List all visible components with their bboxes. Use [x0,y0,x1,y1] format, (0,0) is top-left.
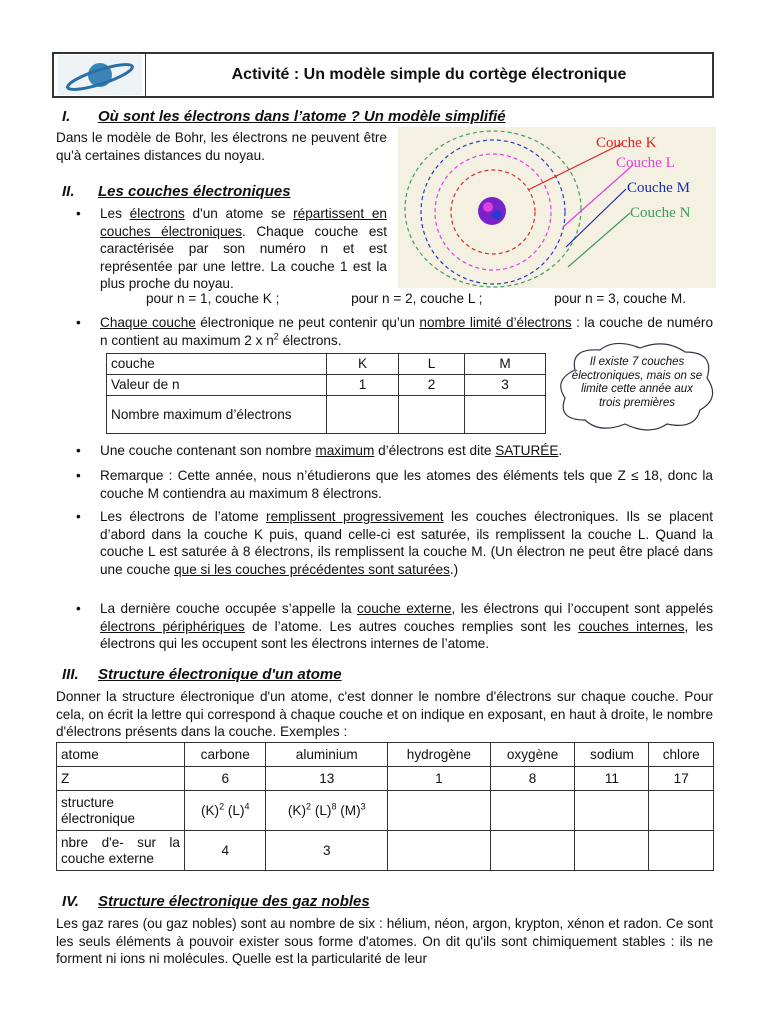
z-cell: 1 [388,767,491,791]
text-segment: La dernière couche occupée s’appelle la [100,601,357,616]
text-segment: , les électrons qui l’occupent sont appelés [451,601,714,616]
z-cell: 17 [649,767,714,791]
text-segment: 2 [273,331,279,342]
z-cell: 6 [185,767,266,791]
underlined-text: couches internes [578,618,685,634]
text-segment: d’électrons est dite [374,443,496,458]
label-couche-l: Couche L [616,155,675,171]
section-2-heading: II. Les couches électroniques [62,183,291,200]
shell-letters [146,290,686,308]
label-couche-n: Couche N [630,205,691,221]
external-count-cell [575,831,649,871]
external-count-cell [490,831,575,871]
pour-n3: pour n = 3, couche M. [554,291,686,306]
external-count-cell [388,831,491,871]
structure-cell [490,791,575,831]
underlined-text: électrons [129,206,185,221]
label-couche-k: Couche K [596,135,657,151]
text-segment: les couches électroniques. Ils se placent d’abord dans la couche K puis, quand celle-ci est saturée, ils remplissent la couche L. Quand la couche L est saturée à 8 électrons, ils remplissent la couche M. (Un électron ne peut être placé dans une couche [100,509,714,577]
header-cell: carbone [185,743,266,767]
shells-table: couche K L M Valeur de n 1 2 3 Nombre maximum d’électrons [106,353,546,434]
section-4-heading: IV. Structure électronique des gaz nobles [62,893,370,910]
title-box [52,52,714,98]
z-cell: Z [57,767,185,791]
underlined-text: électrons périphériques [100,618,245,634]
text-segment: Une couche contenant son nombre [100,443,316,458]
text-segment: , les électrons qui les occupent sont les électrons internes de l’atome. [100,618,713,652]
underlined-text: nombre limité d’électrons [419,315,572,330]
header-cell: sodium [575,743,649,767]
external-count-cell [649,831,714,871]
text-segment: électrons. [278,332,342,348]
header-cell: hydrogène [388,743,491,767]
bullet-3 [100,442,713,460]
pour-n1: pour n = 1, couche K ; [146,291,280,306]
external-count-cell: 4 [185,831,266,871]
bullet-5 [100,508,713,578]
section-3-heading: III. Structure électronique d'un atome [62,666,342,683]
underlined-text: répartissent en couches électroniques [100,206,387,239]
header-cell: oxygène [490,743,575,767]
planet-logo-icon [54,54,146,96]
header-cell: chlore [649,743,714,767]
text-segment: : la couche de numéro n contient au maximum 2 x n [100,315,713,348]
bohr-model-figure [398,127,716,288]
external-count-cell: 3 [266,831,388,871]
structure-cell: $(K)^2$ $(L)^8$ $(M)^3$ [266,791,388,831]
text-segment: .) [449,561,459,577]
z-cell: 11 [575,767,649,791]
z-cell: 13 [266,767,388,791]
cloud-note: Il existe 7 couches électroniques, mais on se limite cette année aux trois premières [555,340,719,432]
header-cell: aluminium [266,743,388,767]
structure-table: atome carbone aluminium hydrogène oxygène sodium chlore Z 6 13 1 8 11 17 structure électronique $(K)^2$ $(L)^4$ $(K)^2$ $(L)^8$ $(M)^3$ nbre d'e- sur la couche externe 4 3 [56,742,714,871]
bullet-1 [100,205,387,293]
section-4-text: Les gaz rares (ou gaz nobles) sont au nombre de six : hélium, néon, argon, krypton, xénon et radon. Ce sont les seuls éléments à pouvoir exister sous forme d'atomes. On dit qu'ils sont chimiquement stables : ils ne forment ni ions ni molécules. Quelle est la particularité de leur [56,916,713,967]
structure-cell: $(K)^2$ $(L)^4$ [185,791,266,831]
section-1-heading: I. Où sont les électrons dans l’atome ? Un modèle simplifié [62,108,506,125]
text-segment: Remarque : Cette année, nous n’étudierons que les atomes des éléments tels que Z ≤ 18, donc la couche M contiendra au maximum 8 électrons. [100,468,713,501]
pour-n2: pour n = 2, couche L ; [351,291,483,306]
underlined-text: que si les couches précédentes sont saturées [174,561,450,577]
text-segment: de l’atome. Les autres couches remplies sont les [244,618,579,634]
underlined-text: remplissent progressivement [266,509,444,524]
section-1-text: Dans le modèle de Bohr, les électrons ne peuvent être qu'à certaines distances du noyau. [56,130,387,163]
bullet-4 [100,467,713,502]
underlined-text: maximum [315,443,375,458]
underlined-text: SATURÉE [495,443,559,458]
structure-cell [649,791,714,831]
structure-cell [575,791,649,831]
structure-cell [388,791,491,831]
label-couche-m: Couche M [627,180,690,196]
bullet-6 [100,600,713,653]
z-cell: 8 [490,767,575,791]
text-segment: Les [100,206,130,221]
text-segment: d'un atome se [184,206,294,221]
section-3-text: Donner la structure électronique d'un atome, c'est donner le nombre d'électrons sur chaque couche. Pour cela, on écrit la lettre qui correspond à chaque couche et on indique en exposant, en haut à droite, le nombre d'électrons présents dans la couche. Exemples : [56,689,713,740]
text-segment: . Chaque couche est caractérisée par son numéro n et est représentée par une lettre. La couche 1 est la plus proche du noyau. [100,223,387,292]
text-segment: . [558,443,563,458]
page-title: Activité : Un modèle simple du cortège électronique [231,66,627,84]
header-cell: atome [57,743,185,767]
underlined-text: couche externe [356,601,452,616]
text-segment: électronique ne peut contenir qu’un [195,315,420,330]
underlined-text: Chaque couche [100,315,196,330]
text-segment: Les électrons de l’atome [100,509,267,524]
